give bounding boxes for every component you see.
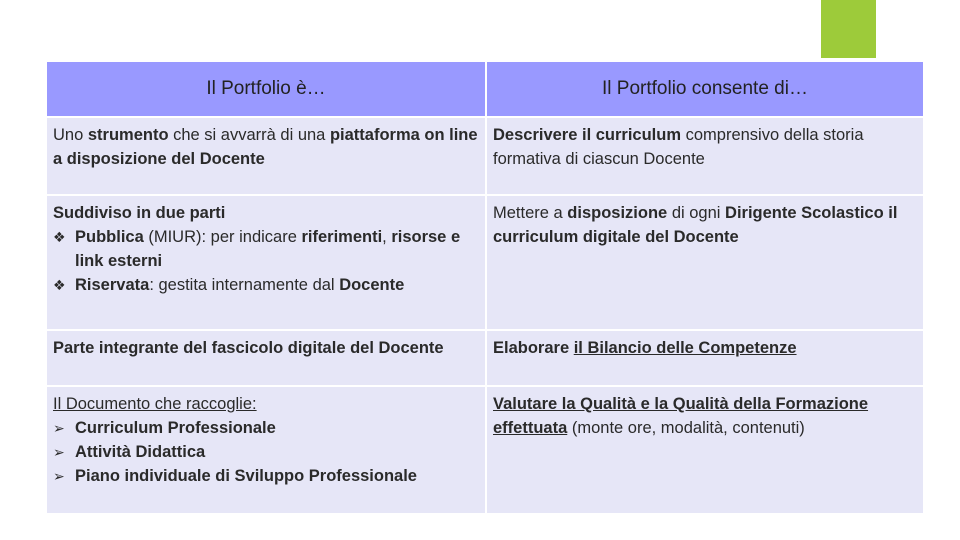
table-cell: Uno strumento che si avvarrà di una piattaforma on line a disposizione del Docente — [46, 117, 486, 195]
table-row — [46, 195, 924, 330]
table-cell: Elaborare il Bilancio delle Competenze — [486, 330, 924, 386]
table-row — [46, 117, 924, 195]
arrow-bullet-icon: ➢ — [53, 420, 65, 436]
table-cell: Il Documento che raccoglie: ➢ Curriculum Professionale ➢ Attività Didattica ➢ Piano individuale di Sviluppo Professionale — [46, 386, 486, 514]
table-cell: Suddiviso in due parti ❖ Pubblica (MIUR): per indicare riferimenti, risorse e link esterni ❖ Riservata: gestita internamente dal Docente — [46, 195, 486, 330]
list-item: ➢ Attività Didattica — [53, 440, 479, 464]
table-cell: Valutare la Qualità e la Qualità della Formazione effettuata (monte ore, modalità, contenuti) — [486, 386, 924, 514]
list-item: ➢ Curriculum Professionale — [53, 416, 479, 440]
diamond-bullet-icon: ❖ — [53, 277, 66, 293]
table-row — [46, 330, 924, 386]
accent-square — [821, 0, 876, 58]
list-item: ❖ Pubblica (MIUR): per indicare riferimenti, risorse e link esterni — [53, 225, 479, 273]
list-item: ❖ Riservata: gestita internamente dal Docente — [53, 273, 479, 297]
table-cell: Parte integrante del fascicolo digitale del Docente — [46, 330, 486, 386]
arrow-bullet-icon: ➢ — [53, 468, 65, 484]
header-col2: Il Portfolio consente di… — [486, 61, 924, 117]
portfolio-table — [45, 60, 925, 515]
table-cell: Descrivere il curriculum comprensivo della storia formativa di ciascun Docente — [486, 117, 924, 195]
arrow-bullet-icon: ➢ — [53, 444, 65, 460]
diamond-bullet-icon: ❖ — [53, 229, 66, 245]
list-item: ➢ Piano individuale di Sviluppo Professionale — [53, 464, 479, 488]
table-header-row — [46, 61, 924, 117]
header-col1: Il Portfolio è… — [46, 61, 486, 117]
table-cell: Mettere a disposizione di ogni Dirigente Scolastico il curriculum digitale del Docente — [486, 195, 924, 330]
table-row — [46, 386, 924, 514]
